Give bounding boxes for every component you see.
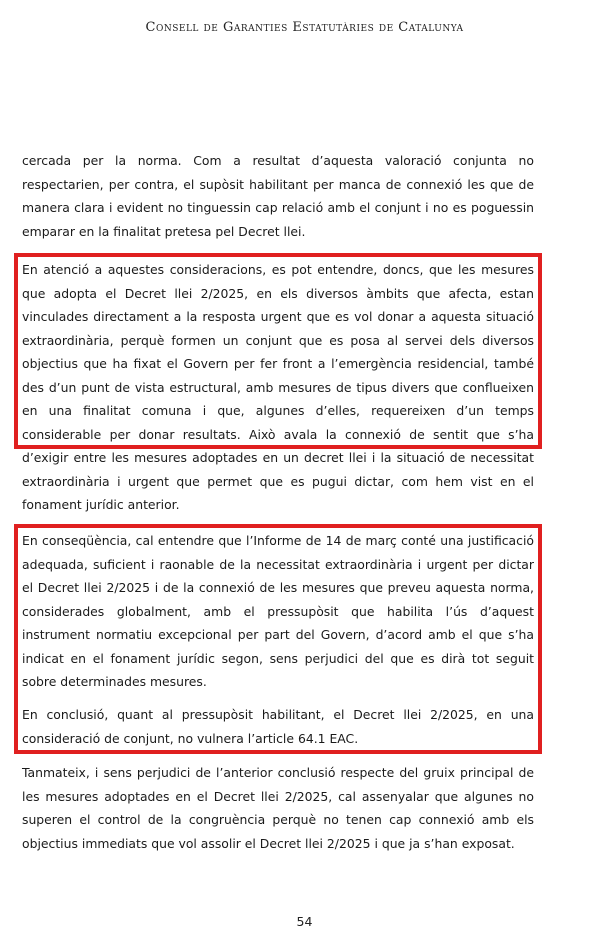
- paragraph-3: En conseqüència, cal entendre que l’Informe de 14 de març conté una justificació adequada, suficient i raonable de la necessitat extraordinària i urgent per dictar el Decret llei 2/2025 i de la connexió de les mesures que preveu aquesta norma, considerades globalment, amb el pressupòsit que habilita l’ús d’aquest instrument normatiu excepcional per part del Govern, d’acord amb el que s’ha indicat en el fonament jurídic segon, sens perjudici del que es dirà tot seguit sobre determinades mesures.: [22, 533, 534, 689]
- paragraph-4: En conclusió, quant al pressupòsit habilitant, el Decret llei 2/2025, en una consideració de conjunt, no vulnera l’article 64.1 EAC.: [22, 707, 534, 746]
- page-header: Consell de Garanties Estatutàries de Catalunya: [145, 20, 464, 35]
- paragraph-2: En atenció a aquestes consideracions, es pot entendre, doncs, que les mesures que adopta el Decret llei 2/2025, en els diversos àmbits que afecta, estan vinculades directament a la resposta urgent que es vol donar a aquesta situació extraordinària, perquè formen un conjunt que es posa al servei dels diversos objectius que ha fixat el Govern per fer front a l’emergència residencial, també des d’un punt de vista estructural, amb mesures de tipus divers que conflueixen en una finalitat comuna i que, algunes d’elles, requereixen d’un temps considerable per donar resultats. Això avala la connexió de sentit que s’ha d’exigir entre les mesures adoptades en un decret llei i la situació de necessitat extraordinària i urgent que permet que es pugui dictar, com hem vist en el fonament jurídic anterior.: [22, 262, 534, 512]
- page-number: 54: [296, 914, 313, 929]
- paragraph-1: cercada per la norma. Com a resultat d’aquesta valoració conjunta no respectarien, per contra, el supòsit habilitant per manca de connexió les que de manera clara i evident no tinguessin cap relació amb el conjunt i no es poguessin emparar en la finalitat pretesa pel Decret llei.: [22, 153, 534, 239]
- paragraph-5: Tanmateix, i sens perjudici de l’anterior conclusió respecte del gruix principal de les mesures adoptades en el Decret llei 2/2025, cal assenyalar que algunes no superen el control de la congruència perquè no tenen cap connexió amb els objectius immediats que vol assolir el Decret llei 2/2025 i que ja s’han exposat.: [22, 765, 534, 851]
